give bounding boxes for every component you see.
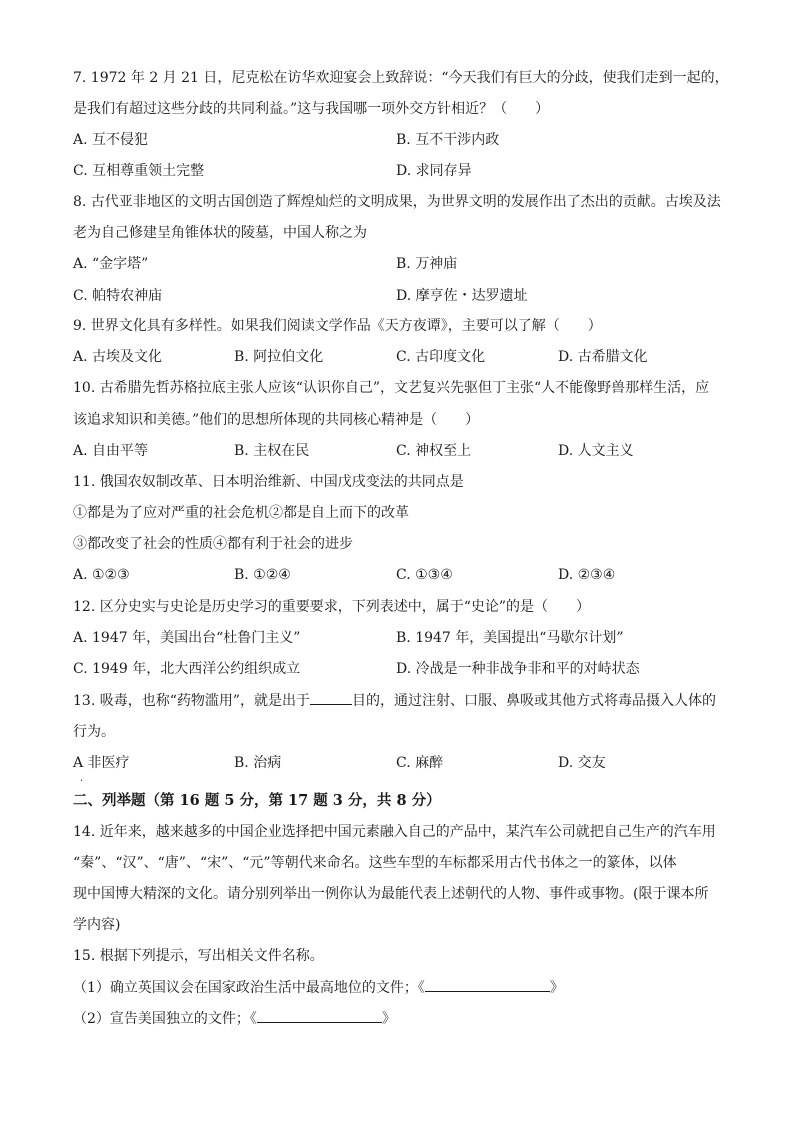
- q11-option-b: B. ①②④: [234, 567, 291, 583]
- q13-stem-part2: 目的，通过注射、口服、鼻吸或其他方式将毒品摄入人体的: [352, 693, 717, 709]
- q7-stem-line2: 是我们有超过这些分歧的共同利益。”这与我国哪一项外交方针相近？（ ）: [73, 101, 550, 117]
- q15-sub2-text: （2）宣告美国独立的文件；《: [73, 1011, 257, 1027]
- q10-stem-line2: 该追求知识和美德。”他们的思想所体现的共同核心精神是（ ）: [73, 412, 480, 428]
- q7-option-b: B. 互不干涉内政: [396, 132, 500, 148]
- q11-option-c: C. ①③④: [396, 567, 453, 583]
- q14-stem-line4: 学内容): [73, 917, 121, 933]
- q12-option-b: B. 1947 年，美国提出“马歇尔计划”: [396, 630, 624, 646]
- q10-option-d: D. 人文主义: [558, 443, 634, 459]
- q8-option-c: C. 帕特农神庙: [73, 288, 163, 304]
- q10-option-b: B. 主权在民: [234, 443, 310, 459]
- q11-stem-line3: ③都改变了社会的性质④都有利于社会的进步: [73, 536, 353, 552]
- q11-option-a: A. ①②③: [73, 567, 130, 583]
- q11-stem-line1: 11. 俄国农奴制改革、日本明治维新、中国戊戌变法的共同点是: [73, 474, 464, 490]
- q11-option-d: D. ②③④: [558, 567, 616, 583]
- q9-option-a: A. 古埃及文化: [73, 349, 163, 365]
- q10-option-a: A. 自由平等: [73, 443, 149, 459]
- q13-option-d: D. 交友: [558, 755, 606, 771]
- q9-option-b: B. 阿拉伯文化: [234, 349, 324, 365]
- q15-stem-line1: 15. 根据下列提示，写出相关文件名称。: [73, 948, 324, 964]
- q13-option-b: B. 治病: [234, 755, 282, 771]
- section-2-heading: 二、列举题（第 16 题 5 分，第 17 题 3 分，共 8 分）: [73, 792, 441, 809]
- q13-option-a: A 非医疗: [73, 755, 130, 771]
- q7-option-c: C. 互相尊重领土完整: [73, 163, 205, 179]
- q15-sub1-answer-blank: [425, 977, 550, 992]
- q12-option-d: D. 冷战是一种非战争非和平的对峙状态: [396, 661, 640, 677]
- q15-sub2-answer-blank: [257, 1008, 382, 1023]
- q9-option-d: D. 古希腊文化: [558, 349, 648, 365]
- q13-stem-part1: 13. 吸毒，也称“药物滥用”，就是出于: [73, 693, 311, 709]
- q13-answer-blank: [310, 690, 352, 705]
- q11-stem-line2: ①都是为了应对严重的社会危机②都是自上而下的改革: [73, 505, 409, 521]
- q12-option-c: C. 1949 年，北大西洋公约组织成立: [73, 661, 301, 677]
- q13-stem-line2: 行为。: [73, 724, 115, 740]
- q8-option-b: B. 万神庙: [396, 256, 458, 272]
- q13-option-c: C. 麻醉: [396, 755, 444, 771]
- q14-stem-line2: “秦”、“汉”、“唐”、“宋”、“元”等朝代来命名。这些车型的车标都采用古代书体之一的篆体，以体: [73, 855, 677, 871]
- q15-sub2: [73, 1008, 733, 1029]
- q15-sub2-close: 》: [381, 1011, 396, 1027]
- q13-stem-line1: [73, 690, 733, 711]
- q7-stem-line1: 7. 1972 年 2 月 21 日，尼克松在访华欢迎宴会上致辞说：“今天我们有巨大的分歧，使我们走到一起的，: [73, 70, 729, 86]
- q10-option-c: C. 神权至上: [396, 443, 472, 459]
- q15-sub1: [73, 977, 733, 998]
- q10-stem-line1: 10. 古希腊先哲苏格拉底主张人应该“认识你自己”，文艺复兴先驱但丁主张“人不能像野兽那样生活，应: [73, 380, 710, 396]
- q9-stem-line1: 9. 世界文化具有多样性。如果我们阅读文学作品《天方夜谭》，主要可以了解（ ）: [73, 318, 602, 334]
- q8-option-d: D. 摩亨佐・达罗遗址: [396, 288, 528, 304]
- q8-stem-line2: 老为自己修建呈角锥体状的陵墓，中国人称之为: [73, 225, 367, 241]
- q12-option-a: A. 1947 年，美国出台“杜鲁门主义”: [73, 630, 301, 646]
- q8-option-a: A. “金字塔”: [73, 256, 149, 272]
- q7-option-d: D. 求同存异: [396, 163, 472, 179]
- q8-stem-line1: 8. 古代亚非地区的文明古国创造了辉煌灿烂的文明成果，为世界文明的发展作出了杰出的贡献。古埃及法: [73, 194, 721, 210]
- q15-sub1-text: （1）确立英国议会在国家政治生活中最高地位的文件；《: [73, 980, 425, 996]
- q9-option-c: C. 古印度文化: [396, 349, 486, 365]
- q14-stem-line1: 14. 近年来，越来越多的中国企业选择把中国元素融入自己的产品中，某汽车公司就把自己生产的汽车用: [73, 824, 716, 840]
- stray-dot: .: [80, 773, 84, 784]
- q14-stem-line3: 现中国博大精深的文化。请分别列举出一例你认为最能代表上述朝代的人物、事件或事物。(限于课本所: [73, 886, 709, 902]
- q7-option-a: A. 互不侵犯: [73, 132, 149, 148]
- q15-sub1-close: 》: [549, 980, 564, 996]
- q12-stem-line1: 12. 区分史实与史论是历史学习的重要要求，下列表述中，属于“史论”的是（ ）: [73, 599, 591, 615]
